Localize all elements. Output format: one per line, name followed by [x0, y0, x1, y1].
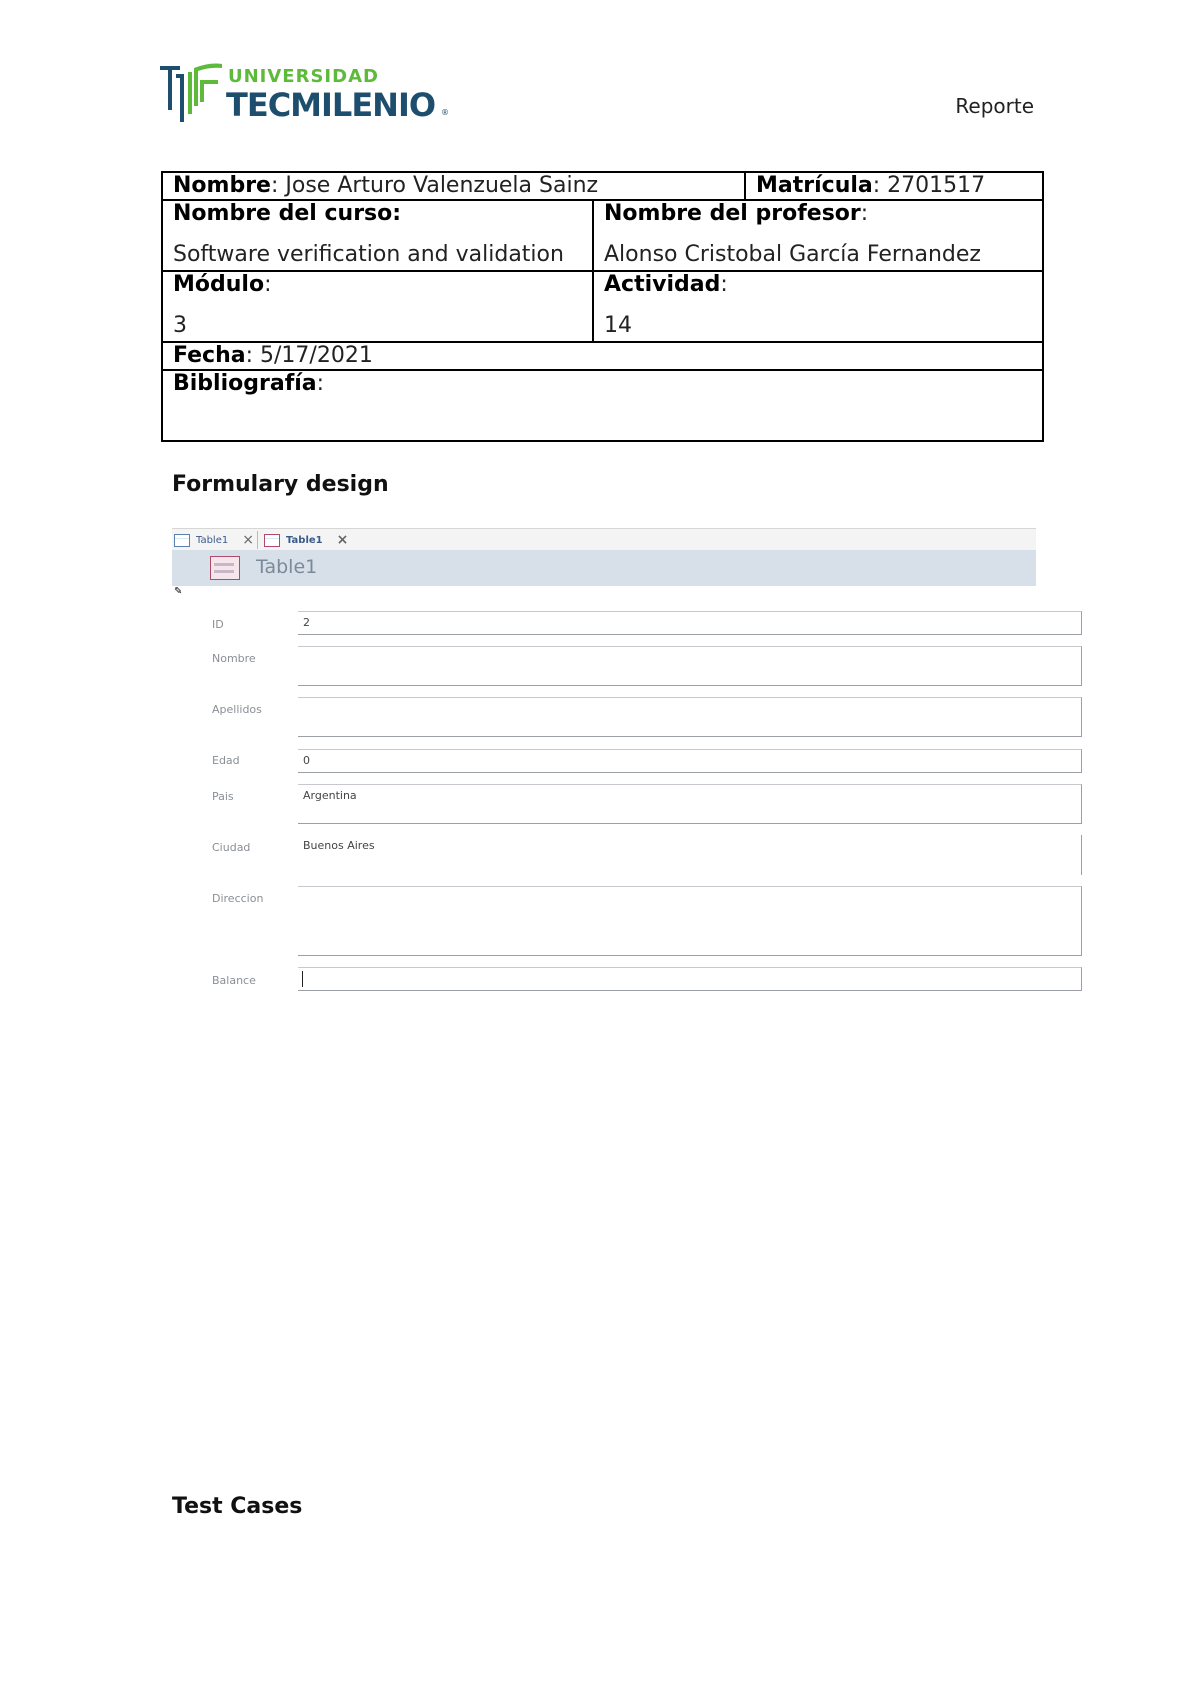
student-info-table [161, 171, 1044, 442]
modulo-cell [162, 271, 593, 342]
nombre-cell [162, 172, 745, 200]
field-label-nombre: Nombre [212, 652, 256, 665]
curso-label: Nombre del curso: [173, 201, 402, 226]
field-input-balance[interactable] [298, 967, 1082, 991]
tecmilenio-mark-icon [158, 62, 228, 124]
modulo-colon: : [264, 272, 272, 297]
bibliografia-colon: : [316, 371, 325, 396]
field-input-pais[interactable]: Argentina [298, 784, 1082, 824]
tab-table1-form[interactable] [264, 531, 348, 549]
form-header [172, 550, 1036, 586]
field-label-apellidos: Apellidos [212, 703, 262, 716]
nombre-value: : Jose Arturo Valenzuela Sainz [270, 173, 599, 198]
nombre-label: Nombre [173, 173, 271, 198]
logo-university-text: UNIVERSIDAD [228, 66, 379, 87]
form-title: Table1 [256, 556, 318, 578]
form-icon [264, 534, 280, 547]
profesor-label: Nombre del profesor [604, 201, 861, 226]
form-icon [210, 556, 240, 580]
tab-label: Table1 [196, 534, 229, 546]
tab-label: Table1 [286, 534, 323, 546]
field-label-balance: Balance [212, 974, 256, 987]
field-label-pais: Pais [212, 790, 234, 803]
actividad-colon: : [720, 272, 728, 297]
record-selector-pencil-icon[interactable]: ✎ [174, 586, 183, 597]
actividad-label: Actividad [604, 272, 721, 297]
modulo-label: Módulo [173, 272, 265, 297]
formulary-design-heading: Formulary design [172, 472, 389, 497]
university-logo [158, 62, 458, 124]
field-input-apellidos[interactable] [298, 697, 1082, 737]
logo-registered-mark: ® [441, 108, 449, 117]
fecha-cell [162, 342, 1043, 370]
logo-tecmilenio-text: TECMILENIO [226, 86, 436, 124]
fecha-label: Fecha [173, 343, 246, 368]
modulo-value: 3 [173, 313, 187, 338]
matricula-label: Matrícula [756, 173, 873, 198]
bibliografia-label: Bibliografía [173, 371, 317, 396]
field-label-direccion: Direccion [212, 892, 264, 905]
profesor-colon: : [860, 201, 869, 226]
matricula-cell [745, 172, 1043, 200]
field-input-id[interactable]: 2 [298, 611, 1082, 635]
actividad-cell [593, 271, 1043, 342]
curso-cell [162, 200, 593, 271]
document-tab-bar [172, 528, 1036, 550]
actividad-value: 14 [604, 313, 632, 338]
field-input-direccion[interactable] [298, 886, 1082, 956]
close-icon[interactable]: × [336, 532, 349, 548]
field-label-ciudad: Ciudad [212, 841, 251, 854]
close-icon[interactable]: × [242, 532, 254, 548]
profesor-value: Alonso Cristobal García Fernandez [604, 242, 981, 267]
fecha-value: : 5/17/2021 [245, 343, 373, 368]
tab-separator [257, 531, 258, 549]
bibliografia-cell [162, 370, 1043, 441]
field-label-id: ID [212, 618, 224, 631]
field-input-ciudad[interactable]: Buenos Aires [298, 835, 1082, 875]
report-label: Reporte [955, 94, 1034, 118]
matricula-value: : 2701517 [872, 173, 986, 198]
table-icon [174, 534, 190, 547]
test-cases-heading: Test Cases [172, 1494, 303, 1519]
profesor-cell [593, 200, 1043, 271]
field-input-edad[interactable]: 0 [298, 749, 1082, 773]
text-cursor [302, 971, 303, 987]
field-label-edad: Edad [212, 754, 240, 767]
tab-table1-datasheet[interactable] [174, 531, 254, 549]
curso-value: Software verification and validation [173, 242, 564, 267]
field-input-nombre[interactable] [298, 646, 1082, 686]
access-form-screenshot [172, 528, 1036, 1000]
